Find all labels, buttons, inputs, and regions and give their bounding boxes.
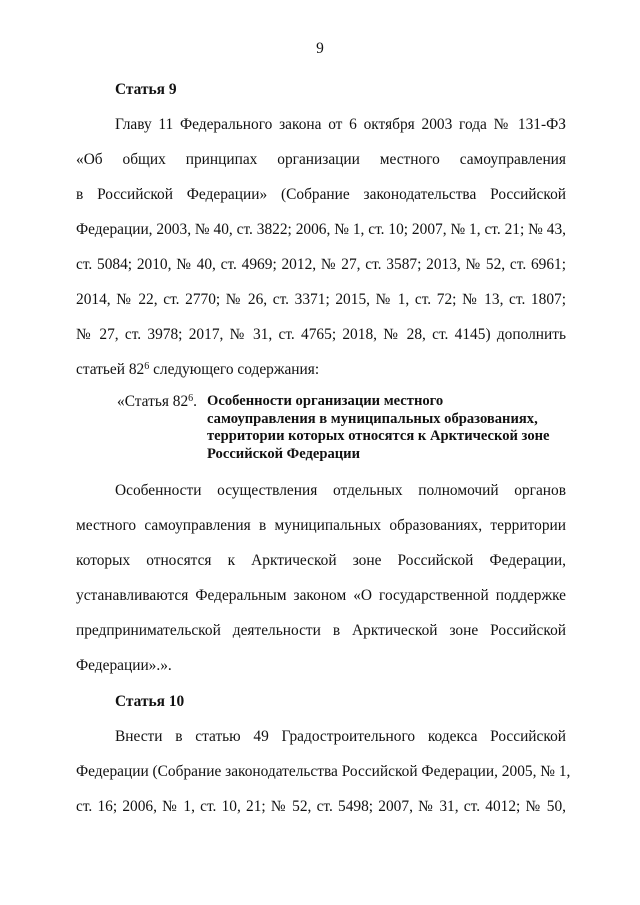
inner-article-title-line-4: Российской Федерации <box>207 445 360 462</box>
article-10-line-3: ст. 16; 2006, № 1, ст. 10, 21; № 52, ст. 5498; 2007, № 31, ст. 4012; № 50, <box>76 798 566 815</box>
article-9-body-line-1: Особенности осуществления отдельных полномочий органов <box>115 482 566 499</box>
article-9-body-line-5: предпринимательской деятельности в Арктической зоне Российской <box>76 622 566 639</box>
inner-article-label-prefix: «Статья 82 <box>117 393 189 410</box>
article-10-line-1: Внести в статью 49 Градостроительного кодекса Российской <box>115 728 566 745</box>
article-9-body-line-2: местного самоуправления в муниципальных образованиях, территории <box>76 517 566 534</box>
article-9-line-1: Главу 11 Федерального закона от 6 октября 2003 года № 131-ФЗ <box>115 116 566 133</box>
page-number: 9 <box>316 40 324 57</box>
inner-article-title <box>207 393 577 463</box>
inner-article-label-sup: 6 <box>188 393 194 404</box>
inner-article-title-line-1: Особенности организации местного <box>207 393 444 409</box>
inner-article-title-line-2: самоуправления в муниципальных образованиях, <box>207 410 538 427</box>
article-9-body-line-6: Федерации».». <box>76 657 172 674</box>
article-9-body-line-4: устанавливаются Федеральным законом «О государственной поддержке <box>76 587 566 604</box>
article-9-line-8 <box>76 361 566 379</box>
article-9-line-5: ст. 5084; 2010, № 40, ст. 4969; 2012, № 27, ст. 3587; 2013, № 52, ст. 6961; <box>76 256 566 273</box>
inner-article-title-line-3: территории которых относятся к Арктической зоне <box>207 428 550 445</box>
article-9-heading: Статья 9 <box>115 81 177 98</box>
article-9-line-3: в Российской Федерации» (Собрание законодательства Российской <box>76 186 566 203</box>
inner-article-label-suffix: . <box>193 393 198 410</box>
article-9-line-8-tail: следующего содержания: <box>149 361 320 378</box>
article-10-line-2: Федерации (Собрание законодательства Российской Федерации, 2005, № 1, <box>76 763 571 780</box>
article-9-line-7: № 27, ст. 3978; 2017, № 31, ст. 4765; 2018, № 28, ст. 4145) дополнить <box>76 326 566 343</box>
article-9-body-line-3: которых относятся к Арктической зоне Российской Федерации, <box>76 552 566 569</box>
article-9-line-6: 2014, № 22, ст. 2770; № 26, ст. 3371; 2015, № 1, ст. 72; № 13, ст. 1807; <box>76 291 566 308</box>
article-9-line-8-text: статьей 82 <box>76 361 145 378</box>
inner-article-label <box>117 393 197 411</box>
article-9-line-8-sup: 6 <box>144 361 150 372</box>
article-9-line-4: Федерации, 2003, № 40, ст. 3822; 2006, № 1, ст. 10; 2007, № 1, ст. 21; № 43, <box>76 221 566 238</box>
article-9-line-2: «Об общих принципах организации местного самоуправления <box>76 151 566 168</box>
article-10-heading: Статья 10 <box>115 693 185 710</box>
